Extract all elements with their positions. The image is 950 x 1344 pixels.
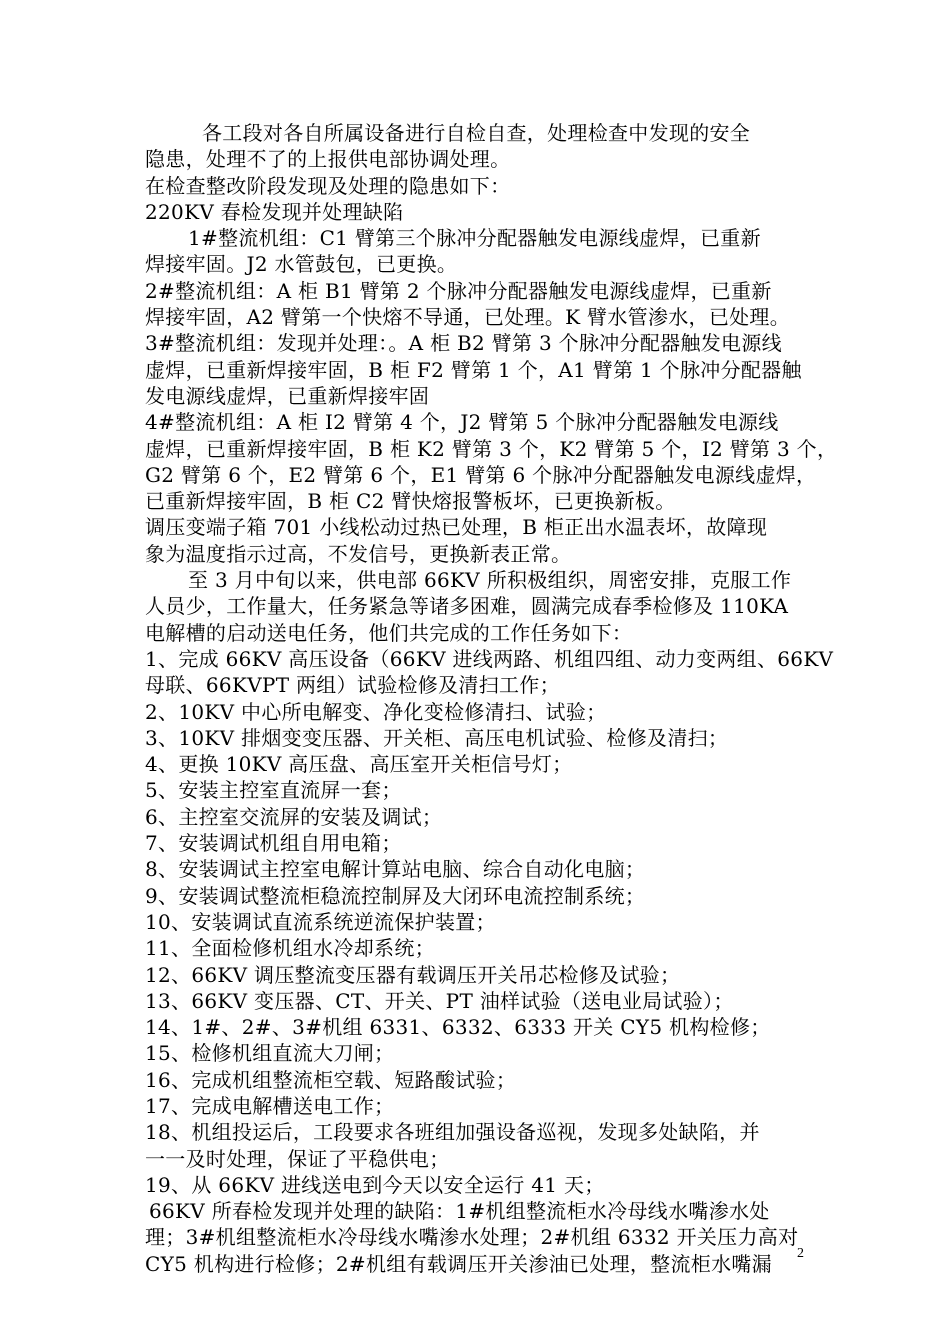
paragraph-line: 电解槽的启动送电任务，他们共完成的工作任务如下： xyxy=(145,620,633,645)
list-item: 一一及时处理，保证了平稳供电； xyxy=(145,1146,450,1171)
list-item: 6、主控室交流屏的安装及调试； xyxy=(145,804,443,829)
paragraph-line: 理；3#机组整流柜水冷母线水嘴渗水处理；2#机组 6332 开关压力高对 xyxy=(145,1225,799,1250)
list-item: 8、安装调试主控室电解计算站电脑、综合自动化电脑； xyxy=(145,857,646,882)
paragraph-line: 调压变端子箱 701 小线松动过热已处理，B 柜正出水温表坏，故障现 xyxy=(145,515,768,540)
paragraph-line: 4#整流机组：A 柜 I2 臂第 4 个，J2 臂第 5 个脉冲分配器触发电源线 xyxy=(145,410,779,435)
paragraph-line: CY5 机构进行检修；2#机组有载调压开关渗油已处理，整流柜水嘴漏 xyxy=(145,1251,772,1276)
list-item: 15、检修机组直流大刀闸； xyxy=(145,1041,395,1066)
paragraph-line: 在检查整改阶段发现及处理的隐患如下： xyxy=(145,173,511,198)
document-body xyxy=(145,120,838,1277)
list-item: 14、1#、2#、3#机组 6331、6332、6333 开关 CY5 机构检修； xyxy=(145,1015,771,1040)
paragraph-line: 发电源线虚焊，已重新焊接牢固 xyxy=(145,383,430,408)
list-item: 16、完成机组整流柜空载、短路酸试验； xyxy=(145,1067,517,1092)
paragraph-line: 隐患，处理不了的上报供电部协调处理。 xyxy=(145,147,511,172)
list-item: 18、机组投运后，工段要求各班组加强设备巡视，发现多处缺陷，并 xyxy=(145,1120,760,1145)
list-item: 19、从 66KV 进线送电到今天以安全运行 41 天； xyxy=(145,1172,605,1197)
paragraph-line: 虚焊，已重新焊接牢固，B 柜 K2 臂第 3 个，K2 臂第 5 个，I2 臂第 3 个， xyxy=(145,436,838,461)
paragraph-line: 1#整流机组：C1 臂第三个脉冲分配器触发电源线虚焊，已重新 xyxy=(188,226,761,251)
paragraph-line: 象为温度指示过高，不发信号，更换新表正常。 xyxy=(145,541,572,566)
paragraph-line: G2 臂第 6 个，E2 臂第 6 个，E1 臂第 6 个脉冲分配器触发电源线虚焊， xyxy=(145,462,817,487)
section-heading: 220KV 春检发现并处理缺陷 xyxy=(145,199,404,224)
paragraph-line: 人员少，工作量大，任务紧急等诸多困难，圆满完成春季检修及 110KA xyxy=(145,594,789,619)
list-item: 7、安装调试机组自用电箱； xyxy=(145,831,402,856)
list-item: 母联、66KVPT 两组）试验检修及清扫工作； xyxy=(145,673,560,698)
list-item: 5、安装主控室直流屏一套； xyxy=(145,778,402,803)
list-item: 17、完成电解槽送电工作； xyxy=(145,1093,395,1118)
list-item: 2、10KV 中心所电解变、净化变检修清扫、试验； xyxy=(145,699,607,724)
list-item: 1、完成 66KV 高压设备（66KV 进线两路、机组四组、动力变两组、66KV xyxy=(145,646,834,671)
paragraph-line: 各工段对各自所属设备进行自检自查，处理检查中发现的安全 xyxy=(202,121,751,145)
list-item: 10、安装调试直流系统逆流保护装置； xyxy=(145,909,496,934)
list-item: 9、安装调试整流柜稳流控制屏及大闭环电流控制系统； xyxy=(145,883,646,908)
paragraph-line: 焊接牢固，A2 臂第一个快熔不导通，已处理。K 臂水管渗水，已处理。 xyxy=(145,305,791,330)
paragraph-line: 已重新焊接牢固，B 柜 C2 臂快熔报警板坏，已更换新板。 xyxy=(145,489,676,514)
list-item: 4、更换 10KV 高压盘、高压室开关柜信号灯； xyxy=(145,752,573,777)
list-item: 13、66KV 变压器、CT、开关、PT 油样试验（送电业局试验）； xyxy=(145,988,734,1013)
paragraph-line: 66KV 所春检发现并处理的缺陷：1#机组整流柜水冷母线水嘴渗水处 xyxy=(149,1199,770,1224)
paragraph-line: 2#整流机组：A 柜 B1 臂第 2 个脉冲分配器触发电源线虚焊，已重新 xyxy=(145,278,772,303)
paragraph-line: 至 3 月中旬以来，供电部 66KV 所积极组织，周密安排，克服工作 xyxy=(188,568,792,593)
list-item: 12、66KV 调压整流变压器有载调压开关吊芯检修及试验； xyxy=(145,962,681,987)
paragraph-line: 虚焊，已重新焊接牢固，B 柜 F2 臂第 1 个，A1 臂第 1 个脉冲分配器触 xyxy=(145,357,802,382)
paragraph-line: 焊接牢固。J2 水管鼓包，已更换。 xyxy=(145,252,458,277)
list-item: 3、10KV 排烟变变压器、开关柜、高压电机试验、检修及清扫； xyxy=(145,725,729,750)
paragraph-line: 3#整流机组：发现并处理：。A 柜 B2 臂第 3 个脉冲分配器触发电源线 xyxy=(145,331,782,356)
page-number: 2 xyxy=(797,1246,804,1261)
list-item: 11、全面检修机组水冷却系统； xyxy=(145,936,435,961)
